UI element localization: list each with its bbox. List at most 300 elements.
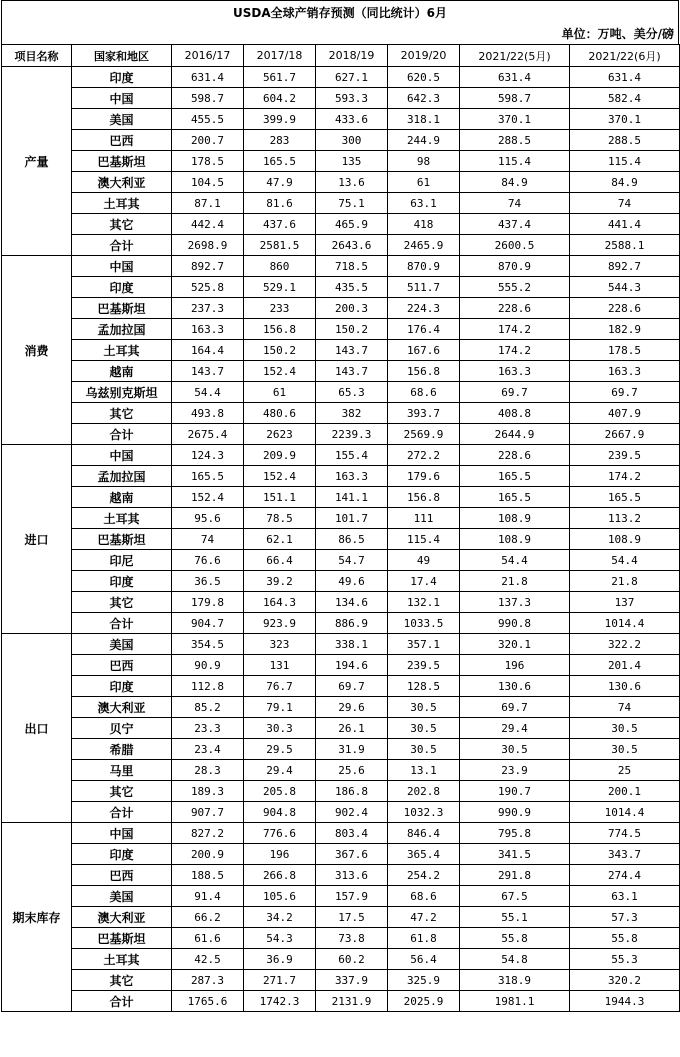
value-cell: 442.4 xyxy=(172,214,244,235)
value-cell: 152.4 xyxy=(244,466,316,487)
value-cell: 150.2 xyxy=(316,319,388,340)
value-cell: 61 xyxy=(244,382,316,403)
value-cell: 124.3 xyxy=(172,445,244,466)
value-cell: 23.9 xyxy=(460,760,570,781)
value-cell: 23.3 xyxy=(172,718,244,739)
region-cell: 中国 xyxy=(72,823,172,844)
value-cell: 66.2 xyxy=(172,907,244,928)
value-cell: 21.8 xyxy=(460,571,570,592)
value-cell: 620.5 xyxy=(388,67,460,88)
table-row xyxy=(2,928,680,949)
value-cell: 827.2 xyxy=(172,823,244,844)
value-cell: 165.5 xyxy=(172,466,244,487)
region-cell: 巴基斯坦 xyxy=(72,298,172,319)
data-table xyxy=(1,44,680,1012)
value-cell: 860 xyxy=(244,256,316,277)
value-cell: 55.3 xyxy=(570,949,680,970)
value-cell: 69.7 xyxy=(316,676,388,697)
value-cell: 1981.1 xyxy=(460,991,570,1012)
value-cell: 34.2 xyxy=(244,907,316,928)
region-cell: 孟加拉国 xyxy=(72,319,172,340)
value-cell: 465.9 xyxy=(316,214,388,235)
value-cell: 31.9 xyxy=(316,739,388,760)
table-row xyxy=(2,634,680,655)
value-cell: 137.3 xyxy=(460,592,570,613)
value-cell: 433.6 xyxy=(316,109,388,130)
value-cell: 42.5 xyxy=(172,949,244,970)
table-row xyxy=(2,844,680,865)
value-cell: 150.2 xyxy=(244,340,316,361)
value-cell: 200.7 xyxy=(172,130,244,151)
region-cell: 土耳其 xyxy=(72,508,172,529)
value-cell: 2643.6 xyxy=(316,235,388,256)
value-cell: 201.4 xyxy=(570,655,680,676)
value-cell: 1014.4 xyxy=(570,802,680,823)
value-cell: 49.6 xyxy=(316,571,388,592)
value-cell: 271.7 xyxy=(244,970,316,991)
value-cell: 776.6 xyxy=(244,823,316,844)
value-cell: 237.3 xyxy=(172,298,244,319)
value-cell: 870.9 xyxy=(388,256,460,277)
table-row xyxy=(2,550,680,571)
value-cell: 13.6 xyxy=(316,172,388,193)
value-cell: 78.5 xyxy=(244,508,316,529)
value-cell: 2667.9 xyxy=(570,424,680,445)
value-cell: 84.9 xyxy=(570,172,680,193)
region-cell: 孟加拉国 xyxy=(72,466,172,487)
value-cell: 718.5 xyxy=(316,256,388,277)
value-cell: 904.8 xyxy=(244,802,316,823)
table-row xyxy=(2,970,680,991)
value-cell: 54.4 xyxy=(570,550,680,571)
value-cell: 320.1 xyxy=(460,634,570,655)
value-cell: 239.5 xyxy=(570,445,680,466)
value-cell: 341.5 xyxy=(460,844,570,865)
value-cell: 155.4 xyxy=(316,445,388,466)
value-cell: 54.3 xyxy=(244,928,316,949)
table-row xyxy=(2,781,680,802)
value-cell: 239.5 xyxy=(388,655,460,676)
value-cell: 111 xyxy=(388,508,460,529)
value-cell: 598.7 xyxy=(460,88,570,109)
value-cell: 101.7 xyxy=(316,508,388,529)
region-cell: 印度 xyxy=(72,571,172,592)
table-row xyxy=(2,529,680,550)
value-cell: 1765.6 xyxy=(172,991,244,1012)
table-row xyxy=(2,235,680,256)
value-cell: 151.1 xyxy=(244,487,316,508)
table-row xyxy=(2,466,680,487)
value-cell: 886.9 xyxy=(316,613,388,634)
value-cell: 529.1 xyxy=(244,277,316,298)
value-cell: 338.1 xyxy=(316,634,388,655)
value-cell: 272.2 xyxy=(388,445,460,466)
value-cell: 165.5 xyxy=(570,487,680,508)
value-cell: 598.7 xyxy=(172,88,244,109)
value-cell: 165.5 xyxy=(244,151,316,172)
value-cell: 143.7 xyxy=(316,361,388,382)
value-cell: 870.9 xyxy=(460,256,570,277)
value-cell: 593.3 xyxy=(316,88,388,109)
region-cell: 希腊 xyxy=(72,739,172,760)
table-row xyxy=(2,403,680,424)
value-cell: 2239.3 xyxy=(316,424,388,445)
value-cell: 29.5 xyxy=(244,739,316,760)
value-cell: 1742.3 xyxy=(244,991,316,1012)
region-cell: 土耳其 xyxy=(72,340,172,361)
value-cell: 2644.9 xyxy=(460,424,570,445)
value-cell: 795.8 xyxy=(460,823,570,844)
value-cell: 228.6 xyxy=(570,298,680,319)
region-cell: 美国 xyxy=(72,634,172,655)
region-cell: 美国 xyxy=(72,109,172,130)
table-row xyxy=(2,802,680,823)
value-cell: 143.7 xyxy=(316,340,388,361)
value-cell: 370.1 xyxy=(460,109,570,130)
region-cell: 巴西 xyxy=(72,865,172,886)
value-cell: 68.6 xyxy=(388,382,460,403)
region-cell: 巴基斯坦 xyxy=(72,151,172,172)
value-cell: 631.4 xyxy=(172,67,244,88)
value-cell: 54.4 xyxy=(172,382,244,403)
value-cell: 25 xyxy=(570,760,680,781)
table-row xyxy=(2,655,680,676)
region-cell: 合计 xyxy=(72,424,172,445)
value-cell: 157.9 xyxy=(316,886,388,907)
value-cell: 631.4 xyxy=(570,67,680,88)
value-cell: 47.2 xyxy=(388,907,460,928)
value-cell: 2675.4 xyxy=(172,424,244,445)
value-cell: 29.4 xyxy=(460,718,570,739)
value-cell: 29.6 xyxy=(316,697,388,718)
table-row xyxy=(2,151,680,172)
table-row xyxy=(2,109,680,130)
value-cell: 1032.3 xyxy=(388,802,460,823)
value-cell: 209.9 xyxy=(244,445,316,466)
region-cell: 乌兹别克斯坦 xyxy=(72,382,172,403)
value-cell: 555.2 xyxy=(460,277,570,298)
category-cell: 出口 xyxy=(2,634,72,823)
value-cell: 115.4 xyxy=(570,151,680,172)
value-cell: 81.6 xyxy=(244,193,316,214)
value-cell: 76.6 xyxy=(172,550,244,571)
table-row xyxy=(2,991,680,1012)
value-cell: 13.1 xyxy=(388,760,460,781)
value-cell: 74 xyxy=(460,193,570,214)
header-year: 2021/22(5月) xyxy=(460,45,570,67)
value-cell: 29.4 xyxy=(244,760,316,781)
value-cell: 62.1 xyxy=(244,529,316,550)
value-cell: 200.9 xyxy=(172,844,244,865)
value-cell: 604.2 xyxy=(244,88,316,109)
value-cell: 582.4 xyxy=(570,88,680,109)
value-cell: 163.3 xyxy=(316,466,388,487)
value-cell: 30.5 xyxy=(570,739,680,760)
value-cell: 1033.5 xyxy=(388,613,460,634)
table-row xyxy=(2,886,680,907)
value-cell: 54.8 xyxy=(460,949,570,970)
table-row xyxy=(2,130,680,151)
region-cell: 合计 xyxy=(72,991,172,1012)
value-cell: 30.5 xyxy=(388,697,460,718)
region-cell: 澳大利亚 xyxy=(72,907,172,928)
value-cell: 287.3 xyxy=(172,970,244,991)
value-cell: 846.4 xyxy=(388,823,460,844)
value-cell: 98 xyxy=(388,151,460,172)
value-cell: 291.8 xyxy=(460,865,570,886)
value-cell: 54.4 xyxy=(460,550,570,571)
value-cell: 418 xyxy=(388,214,460,235)
value-cell: 115.4 xyxy=(460,151,570,172)
value-cell: 90.9 xyxy=(172,655,244,676)
value-cell: 189.3 xyxy=(172,781,244,802)
region-cell: 越南 xyxy=(72,487,172,508)
table-row xyxy=(2,907,680,928)
value-cell: 367.6 xyxy=(316,844,388,865)
value-cell: 325.9 xyxy=(388,970,460,991)
value-cell: 200.1 xyxy=(570,781,680,802)
value-cell: 2465.9 xyxy=(388,235,460,256)
value-cell: 36.5 xyxy=(172,571,244,592)
value-cell: 318.1 xyxy=(388,109,460,130)
table-row xyxy=(2,676,680,697)
value-cell: 233 xyxy=(244,298,316,319)
category-cell: 进口 xyxy=(2,445,72,634)
table-row xyxy=(2,172,680,193)
value-cell: 74 xyxy=(570,193,680,214)
value-cell: 152.4 xyxy=(172,487,244,508)
table-row xyxy=(2,739,680,760)
value-cell: 2623 xyxy=(244,424,316,445)
value-cell: 561.7 xyxy=(244,67,316,88)
category-cell: 消费 xyxy=(2,256,72,445)
region-cell: 越南 xyxy=(72,361,172,382)
value-cell: 178.5 xyxy=(570,340,680,361)
value-cell: 135 xyxy=(316,151,388,172)
value-cell: 95.6 xyxy=(172,508,244,529)
value-cell: 224.3 xyxy=(388,298,460,319)
table-row xyxy=(2,697,680,718)
region-cell: 美国 xyxy=(72,886,172,907)
value-cell: 143.7 xyxy=(172,361,244,382)
value-cell: 39.2 xyxy=(244,571,316,592)
value-cell: 274.4 xyxy=(570,865,680,886)
region-cell: 澳大利亚 xyxy=(72,697,172,718)
table-row xyxy=(2,592,680,613)
value-cell: 511.7 xyxy=(388,277,460,298)
value-cell: 55.8 xyxy=(460,928,570,949)
table-row xyxy=(2,298,680,319)
value-cell: 399.9 xyxy=(244,109,316,130)
value-cell: 441.4 xyxy=(570,214,680,235)
region-cell: 印度 xyxy=(72,844,172,865)
value-cell: 68.6 xyxy=(388,886,460,907)
table-row xyxy=(2,193,680,214)
value-cell: 30.5 xyxy=(388,739,460,760)
value-cell: 2600.5 xyxy=(460,235,570,256)
value-cell: 65.3 xyxy=(316,382,388,403)
value-cell: 112.8 xyxy=(172,676,244,697)
value-cell: 2025.9 xyxy=(388,991,460,1012)
value-cell: 902.4 xyxy=(316,802,388,823)
value-cell: 196 xyxy=(460,655,570,676)
value-cell: 156.8 xyxy=(244,319,316,340)
value-cell: 196 xyxy=(244,844,316,865)
value-cell: 60.2 xyxy=(316,949,388,970)
value-cell: 23.4 xyxy=(172,739,244,760)
value-cell: 631.4 xyxy=(460,67,570,88)
region-cell: 中国 xyxy=(72,256,172,277)
table-row xyxy=(2,823,680,844)
value-cell: 323 xyxy=(244,634,316,655)
value-cell: 26.1 xyxy=(316,718,388,739)
value-cell: 57.3 xyxy=(570,907,680,928)
value-cell: 47.9 xyxy=(244,172,316,193)
value-cell: 2698.9 xyxy=(172,235,244,256)
value-cell: 244.9 xyxy=(388,130,460,151)
value-cell: 188.5 xyxy=(172,865,244,886)
region-cell: 巴西 xyxy=(72,130,172,151)
value-cell: 17.5 xyxy=(316,907,388,928)
table-row xyxy=(2,571,680,592)
region-cell: 土耳其 xyxy=(72,193,172,214)
value-cell: 49 xyxy=(388,550,460,571)
region-cell: 马里 xyxy=(72,760,172,781)
value-cell: 86.5 xyxy=(316,529,388,550)
region-cell: 其它 xyxy=(72,214,172,235)
table-row xyxy=(2,340,680,361)
value-cell: 2569.9 xyxy=(388,424,460,445)
value-cell: 228.6 xyxy=(460,445,570,466)
region-cell: 合计 xyxy=(72,235,172,256)
value-cell: 28.3 xyxy=(172,760,244,781)
value-cell: 194.6 xyxy=(316,655,388,676)
value-cell: 343.7 xyxy=(570,844,680,865)
region-cell: 印度 xyxy=(72,277,172,298)
region-cell: 土耳其 xyxy=(72,949,172,970)
value-cell: 904.7 xyxy=(172,613,244,634)
value-cell: 130.6 xyxy=(460,676,570,697)
value-cell: 357.1 xyxy=(388,634,460,655)
value-cell: 141.1 xyxy=(316,487,388,508)
table-body xyxy=(2,67,680,1012)
value-cell: 205.8 xyxy=(244,781,316,802)
value-cell: 164.3 xyxy=(244,592,316,613)
value-cell: 318.9 xyxy=(460,970,570,991)
category-cell: 期末库存 xyxy=(2,823,72,1012)
value-cell: 66.4 xyxy=(244,550,316,571)
value-cell: 320.2 xyxy=(570,970,680,991)
value-cell: 91.4 xyxy=(172,886,244,907)
value-cell: 21.8 xyxy=(570,571,680,592)
value-cell: 61.6 xyxy=(172,928,244,949)
value-cell: 179.8 xyxy=(172,592,244,613)
value-cell: 164.4 xyxy=(172,340,244,361)
category-cell: 产量 xyxy=(2,67,72,256)
spreadsheet xyxy=(1,0,679,1012)
value-cell: 30.5 xyxy=(460,739,570,760)
value-cell: 393.7 xyxy=(388,403,460,424)
value-cell: 74 xyxy=(570,697,680,718)
value-cell: 87.1 xyxy=(172,193,244,214)
value-cell: 179.6 xyxy=(388,466,460,487)
value-cell: 84.9 xyxy=(460,172,570,193)
value-cell: 178.5 xyxy=(172,151,244,172)
value-cell: 67.5 xyxy=(460,886,570,907)
value-cell: 69.7 xyxy=(570,382,680,403)
value-cell: 176.4 xyxy=(388,319,460,340)
value-cell: 2581.5 xyxy=(244,235,316,256)
value-cell: 174.2 xyxy=(460,319,570,340)
value-cell: 131 xyxy=(244,655,316,676)
value-cell: 61.8 xyxy=(388,928,460,949)
value-cell: 79.1 xyxy=(244,697,316,718)
table-row xyxy=(2,382,680,403)
value-cell: 190.7 xyxy=(460,781,570,802)
value-cell: 137 xyxy=(570,592,680,613)
value-cell: 283 xyxy=(244,130,316,151)
value-cell: 56.4 xyxy=(388,949,460,970)
value-cell: 200.3 xyxy=(316,298,388,319)
table-row xyxy=(2,256,680,277)
value-cell: 408.8 xyxy=(460,403,570,424)
value-cell: 134.6 xyxy=(316,592,388,613)
table-row xyxy=(2,718,680,739)
value-cell: 61 xyxy=(388,172,460,193)
value-cell: 892.7 xyxy=(570,256,680,277)
region-cell: 其它 xyxy=(72,781,172,802)
region-cell: 澳大利亚 xyxy=(72,172,172,193)
value-cell: 165.5 xyxy=(460,487,570,508)
region-cell: 其它 xyxy=(72,592,172,613)
value-cell: 55.8 xyxy=(570,928,680,949)
table-row xyxy=(2,214,680,235)
value-cell: 63.1 xyxy=(388,193,460,214)
value-cell: 113.2 xyxy=(570,508,680,529)
value-cell: 54.7 xyxy=(316,550,388,571)
region-cell: 巴基斯坦 xyxy=(72,529,172,550)
value-cell: 990.8 xyxy=(460,613,570,634)
region-cell: 贝宁 xyxy=(72,718,172,739)
value-cell: 907.7 xyxy=(172,802,244,823)
region-cell: 印度 xyxy=(72,67,172,88)
value-cell: 300 xyxy=(316,130,388,151)
value-cell: 354.5 xyxy=(172,634,244,655)
value-cell: 132.1 xyxy=(388,592,460,613)
value-cell: 163.3 xyxy=(570,361,680,382)
value-cell: 990.9 xyxy=(460,802,570,823)
value-cell: 480.6 xyxy=(244,403,316,424)
table-row xyxy=(2,865,680,886)
value-cell: 174.2 xyxy=(460,340,570,361)
value-cell: 228.6 xyxy=(460,298,570,319)
value-cell: 337.9 xyxy=(316,970,388,991)
value-cell: 69.7 xyxy=(460,697,570,718)
table-row xyxy=(2,277,680,298)
header-year: 2017/18 xyxy=(244,45,316,67)
value-cell: 63.1 xyxy=(570,886,680,907)
value-cell: 163.3 xyxy=(460,361,570,382)
value-cell: 156.8 xyxy=(388,361,460,382)
value-cell: 55.1 xyxy=(460,907,570,928)
value-cell: 74 xyxy=(172,529,244,550)
header-region: 国家和地区 xyxy=(72,45,172,67)
value-cell: 370.1 xyxy=(570,109,680,130)
value-cell: 288.5 xyxy=(570,130,680,151)
table-row xyxy=(2,361,680,382)
table-row xyxy=(2,445,680,466)
value-cell: 266.8 xyxy=(244,865,316,886)
